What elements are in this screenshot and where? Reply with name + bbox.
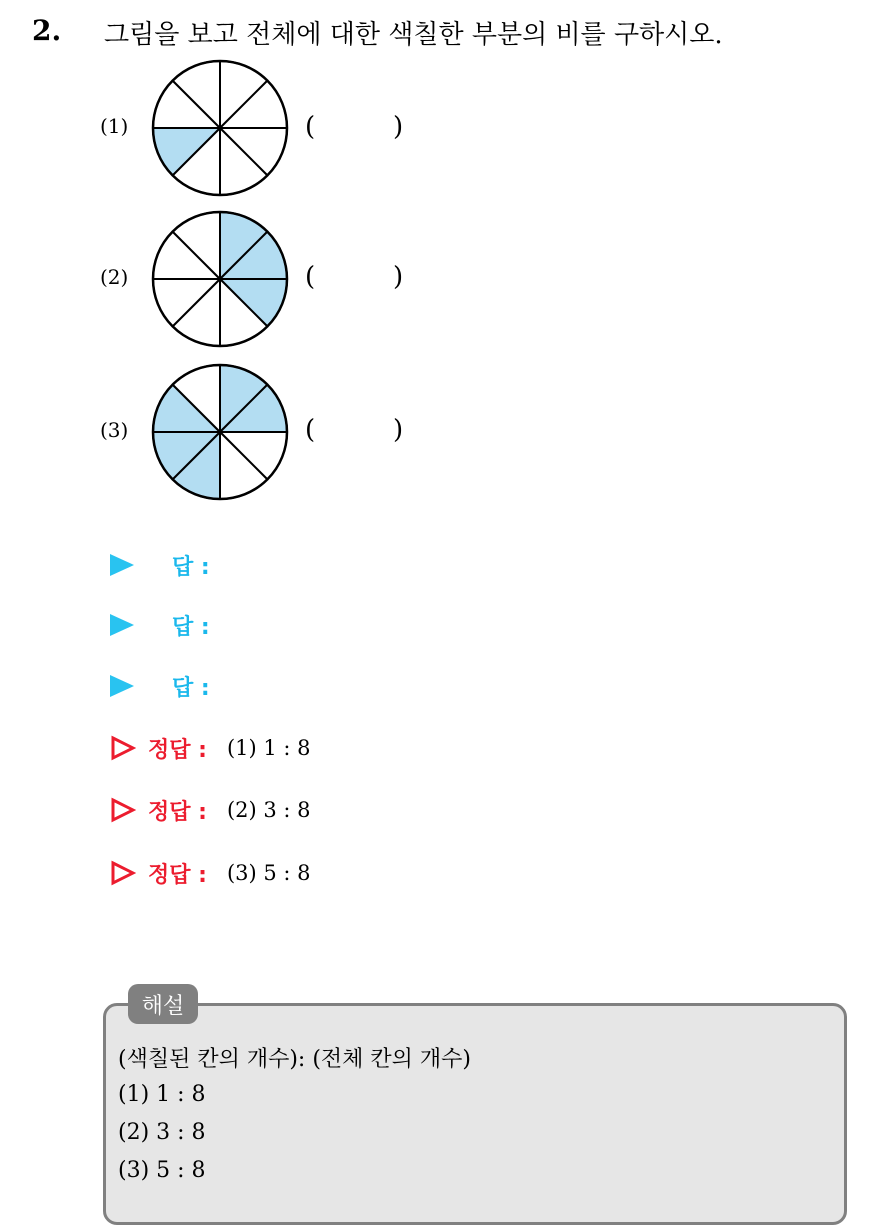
pie-figure-3 <box>150 362 290 502</box>
answer-key-row <box>110 792 311 828</box>
paren-open: ( <box>305 112 316 142</box>
answer-row[interactable] <box>110 607 210 643</box>
outline-triangle-icon <box>110 735 136 761</box>
explanation-tag: 해설 <box>128 984 198 1024</box>
answer-label: 답 : <box>172 675 210 701</box>
explanation-line: (색칠된 칸의 개수): (전체 칸의 개수) <box>118 1047 471 1072</box>
play-triangle-icon <box>110 675 134 697</box>
answer-label: 답 : <box>172 614 210 640</box>
paren-open: ( <box>305 415 316 445</box>
paren-close: ) <box>393 262 404 292</box>
item-label: (3) <box>100 418 129 442</box>
question-number: 2. <box>32 14 62 47</box>
answer-key-value: (2) 3 : 8 <box>226 798 311 822</box>
answer-key-label: 정답 : <box>148 862 207 888</box>
paren-close: ) <box>393 415 404 445</box>
answer-key-value: (3) 5 : 8 <box>226 861 311 885</box>
explanation-line: (1) 1 : 8 <box>118 1082 206 1107</box>
outline-triangle-icon <box>110 797 136 823</box>
answer-paren <box>305 262 404 292</box>
paren-close: ) <box>393 112 404 142</box>
answer-paren <box>305 112 404 142</box>
question-text: 그림을 보고 전체에 대한 색칠한 부분의 비를 구하시오. <box>104 20 723 50</box>
explanation-line: (2) 3 : 8 <box>118 1120 206 1145</box>
pie-figure-2 <box>150 209 290 349</box>
explanation-line: (3) 5 : 8 <box>118 1158 206 1183</box>
answer-row[interactable] <box>110 668 210 704</box>
item-label: (1) <box>100 114 129 138</box>
answer-label: 답 : <box>172 554 210 580</box>
play-triangle-icon <box>110 614 134 636</box>
paren-open: ( <box>305 262 316 292</box>
outline-triangle-icon <box>110 860 136 886</box>
pie-figure-1 <box>150 58 290 198</box>
play-triangle-icon <box>110 554 134 576</box>
answer-key-row <box>110 855 311 891</box>
explanation-box <box>103 1003 847 1225</box>
answer-paren <box>305 415 404 445</box>
answer-key-label: 정답 : <box>148 799 207 825</box>
answer-key-label: 정답 : <box>148 737 207 763</box>
answer-key-row <box>110 730 311 766</box>
item-label: (2) <box>100 265 129 289</box>
answer-row[interactable] <box>110 547 210 583</box>
answer-key-value: (1) 1 : 8 <box>226 736 311 760</box>
